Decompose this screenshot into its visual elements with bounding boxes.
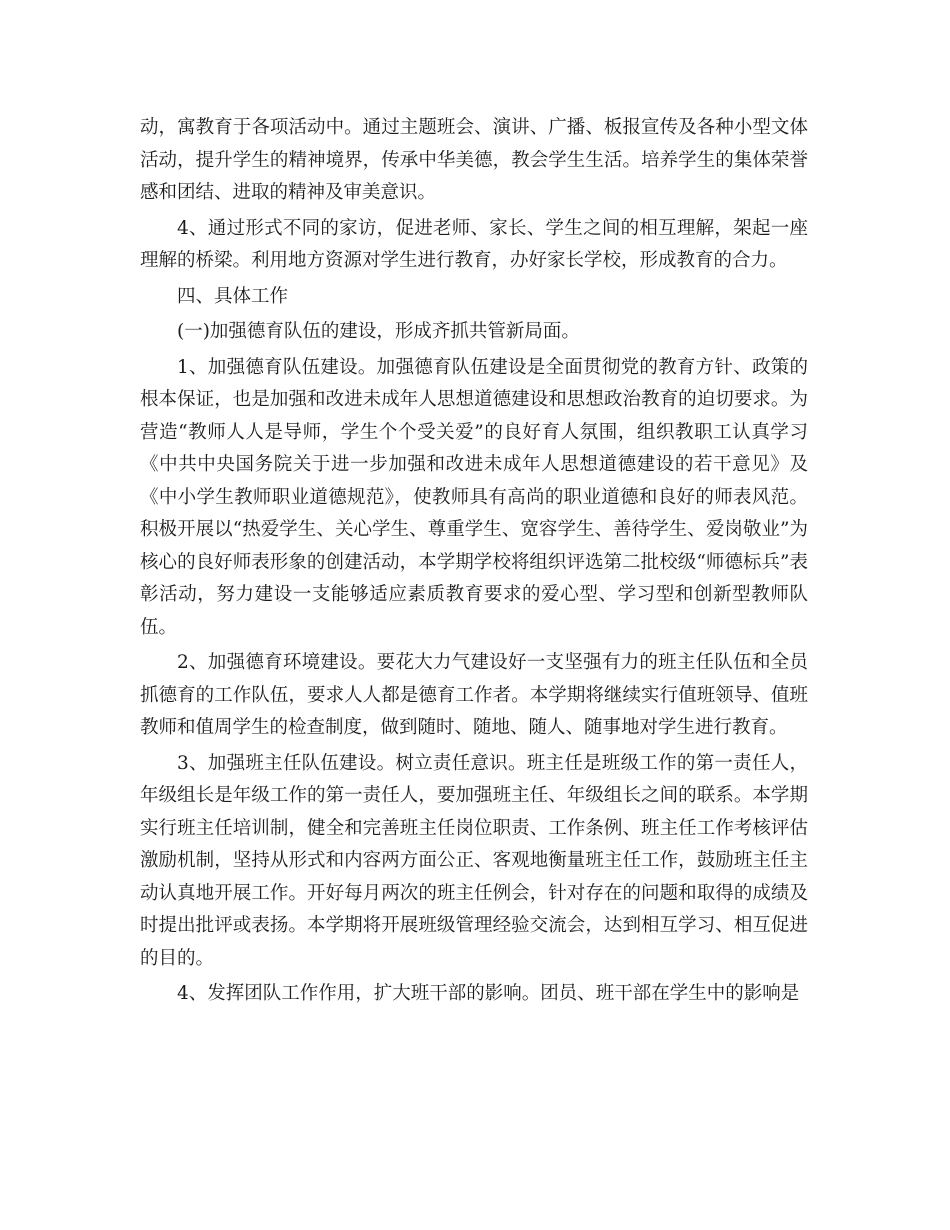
paragraph-head-teacher-team: 3、加强班主任队伍建设。树立责任意识。班主任是班级工作的第一责任人，年级组长是年级工作的第一责任人，要加强班主任、年级组长之间的联系。本学期实行班主任培训制，健全和完善班主任岗位职责、工作条例、班主任工作考核评估激励机制，坚持从形式和内容两方面公正、客观地衡量班主任工作，鼓励班主任主动认真地开展工作。开好每月两次的班主任例会，针对存在的问题和取得的成绩及时提出批评或表扬。本学期将开展班级管理经验交流会，达到相互学习、相互促进的目的。	[140, 752, 808, 969]
paragraph-moral-environment: 2、加强德育环境建设。要花大力气建设好一支坚强有力的班主任队伍和全员抓德育的工作队伍，要求人人都是德育工作者。本学期将继续实行值班领导、值班教师和值周学生的检查制度，做到随时、随地、随人、随事地对学生进行教育。	[140, 652, 808, 738]
section-heading-specific-work: 四、具体工作	[177, 285, 289, 307]
paragraph-team-work: 4、发挥团队工作作用，扩大班干部的影响。团员、班干部在学生中的影响是	[177, 983, 800, 1004]
paragraph-moral-team-building: 1、加强德育队伍建设。加强德育队伍建设是全面贯彻党的教育方针、政策的根本保证，也是加强和改进未成年人思想道德建设和思想政治教育的迫切要求。为营造“教师人人是导师，学生个个受关爱”的良好育人氛围，组织教职工认真学习《中共中央国务院关于进一步加强和改进未成年人思想道德建设的若干意见》及《中小学生教师职业道德规范》，使教师具有高尚的职业道德和良好的师表风范。积极开展以“热爱学生、关心学生、尊重学生、宽容学生、善待学生、爱岗敬业”为核心的良好师表形象的创建活动，本学期学校将组织评选第二批校级“师德标兵”表彰活动，努力建设一支能够适应素质教育要求的爱心型、学习型和创新型教师队伍。	[140, 356, 808, 638]
paragraph-continuation: 动，寓教育于各项活动中。通过主题班会、演讲、广播、板报宣传及各种小型文体活动，提升学生的精神境界，传承中华美德，教会学生生活。培养学生的集体荣誉感和团结、进取的精神及审美意识。	[140, 117, 808, 203]
subsection-heading-moral-team: (一)加强德育队伍的建设，形成齐抓共管新局面。	[177, 321, 580, 342]
paragraph-home-visits: 4、通过形式不同的家访，促进老师、家长、学生之间的相互理解，架起一座理解的桥梁。利用地方资源对学生进行教育，办好家长学校，形成教育的合力。	[140, 217, 808, 271]
document-body	[140, 112, 808, 1014]
